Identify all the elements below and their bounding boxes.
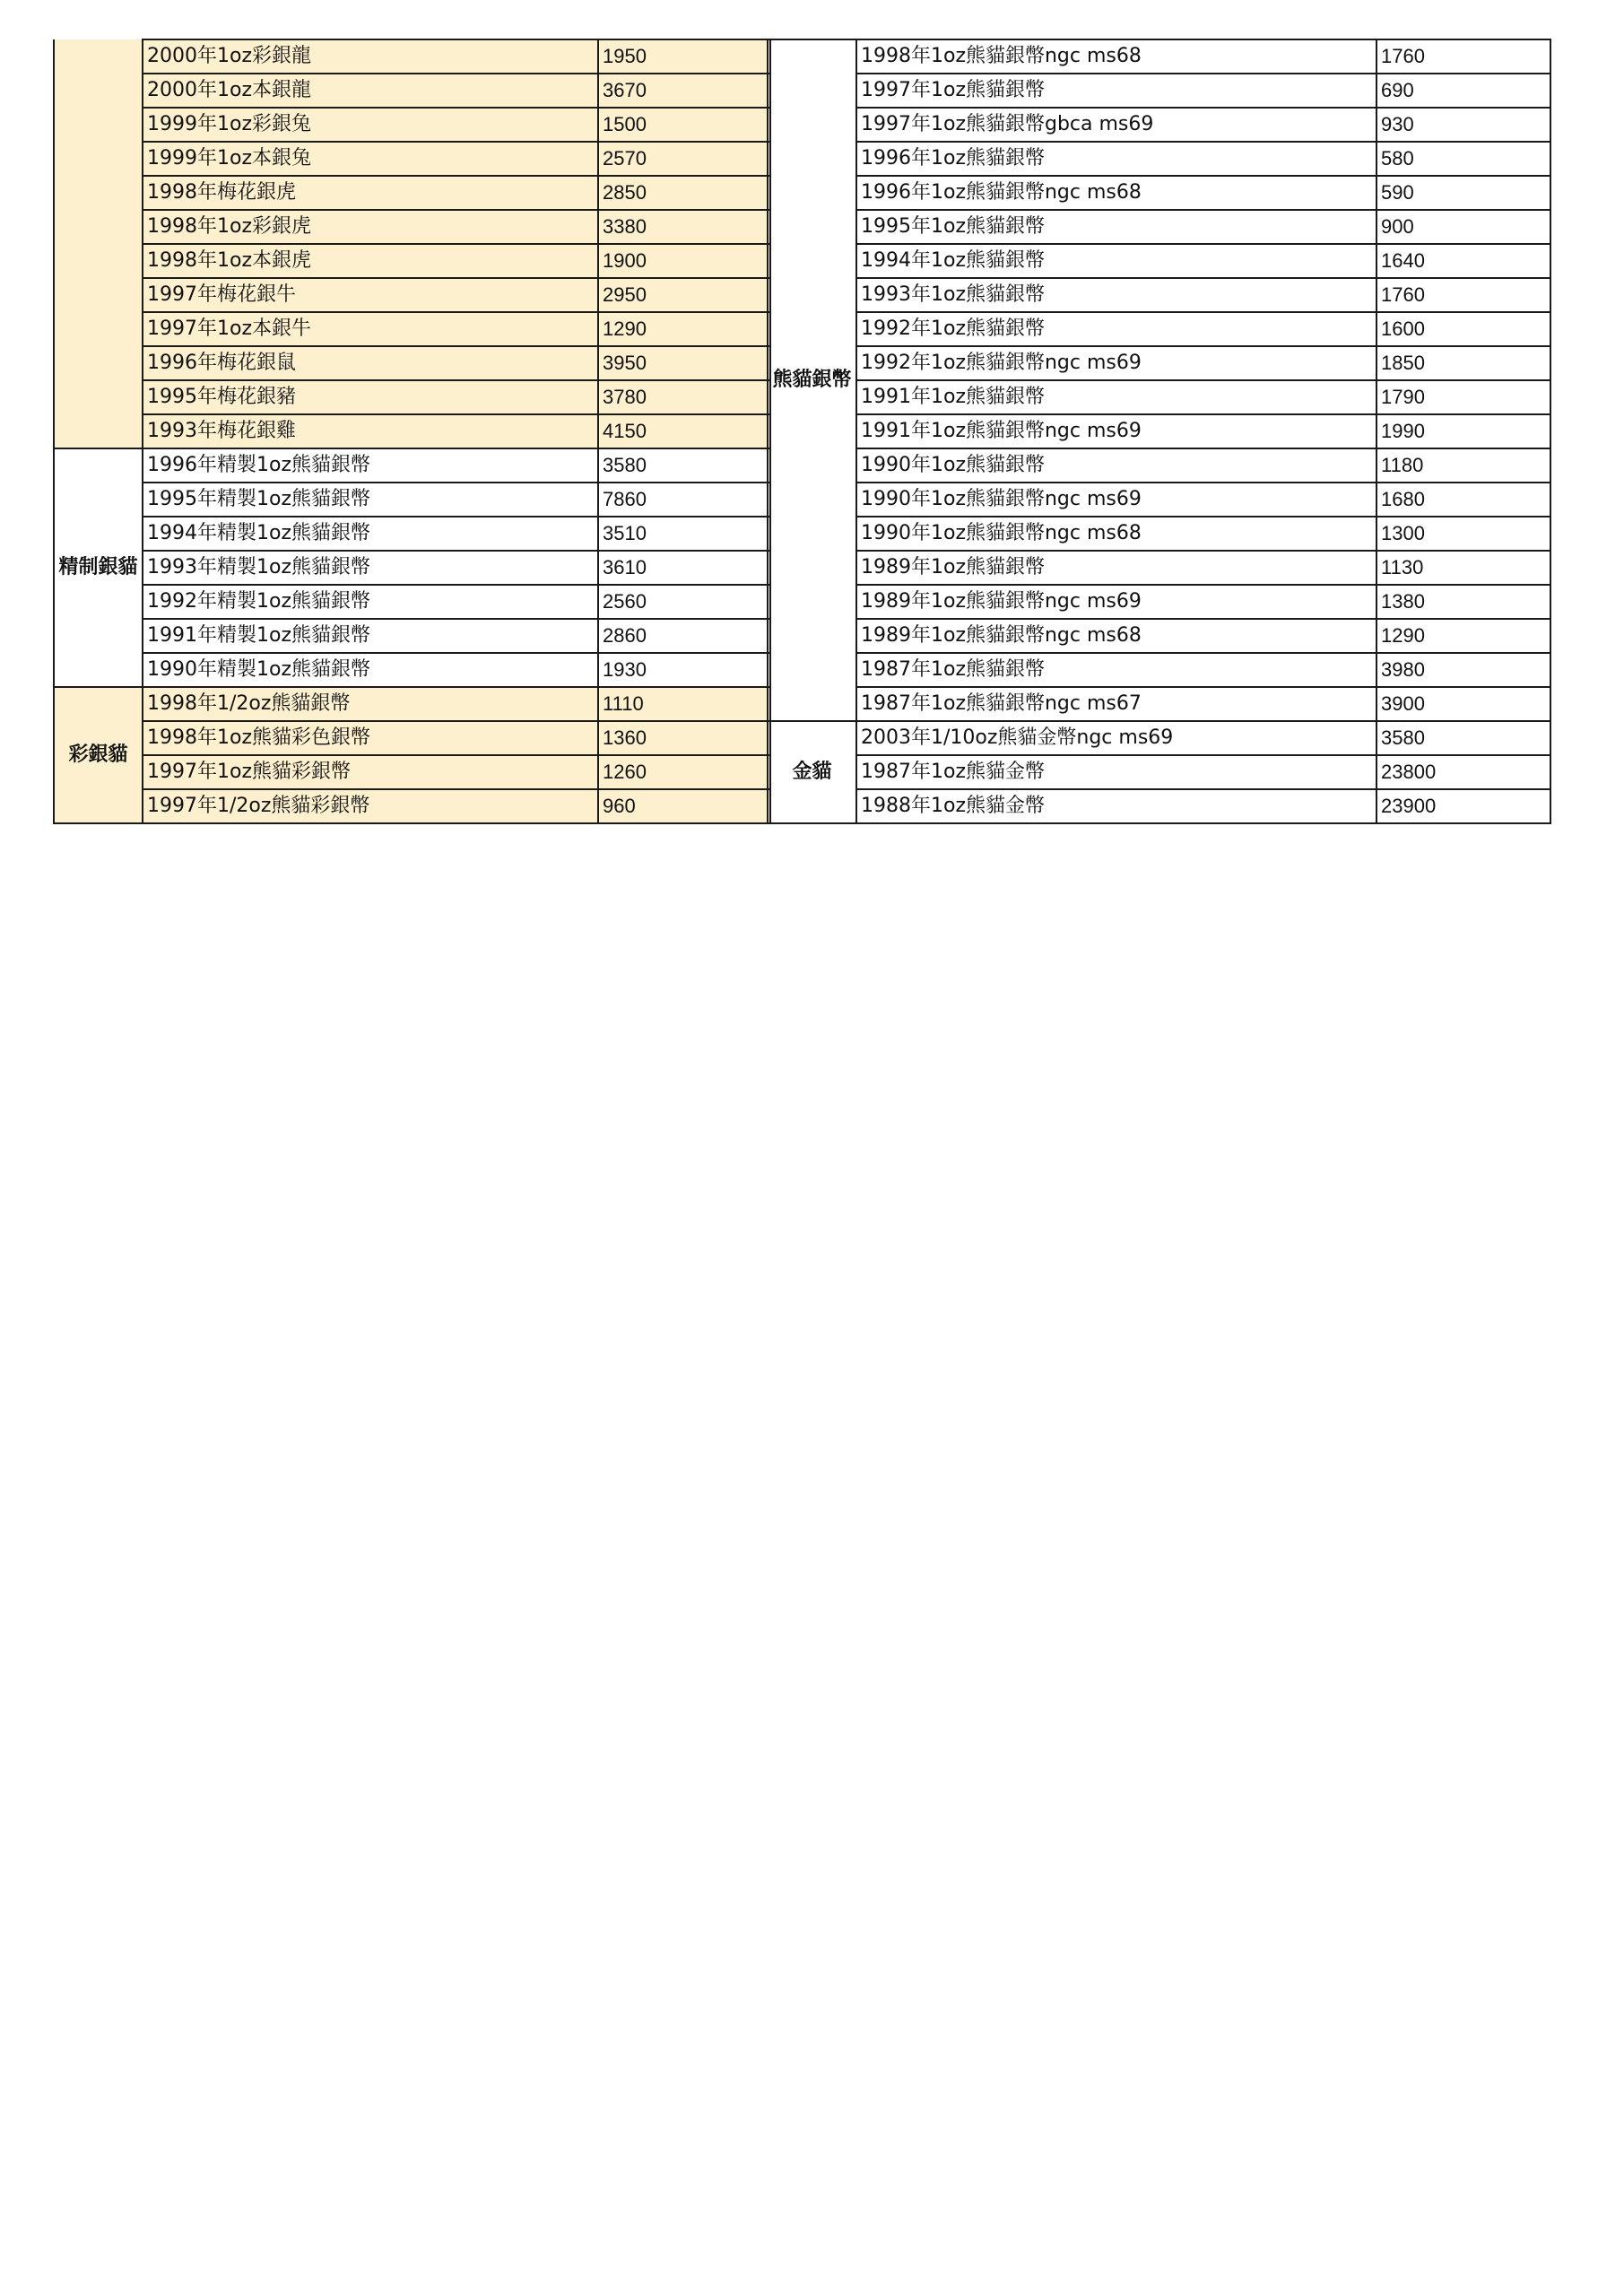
- table-row: [768, 380, 1550, 414]
- item-price-cell: 1680: [1376, 483, 1550, 517]
- table-row: [54, 551, 770, 585]
- item-price-cell: 1900: [598, 244, 770, 278]
- table-row: [54, 585, 770, 619]
- table-row: [54, 39, 770, 74]
- table-row: [768, 551, 1550, 585]
- table-row: [54, 278, 770, 312]
- item-price-cell: 900: [1376, 210, 1550, 244]
- item-name-cell: 1997年1oz熊貓銀幣: [856, 74, 1376, 108]
- table-row: [768, 142, 1550, 176]
- table-row: [54, 380, 770, 414]
- item-name-cell: 1989年1oz熊貓銀幣: [856, 551, 1376, 585]
- item-price-cell: 930: [1376, 108, 1550, 142]
- item-price-cell: 690: [1376, 74, 1550, 108]
- item-price-cell: 1290: [598, 312, 770, 346]
- table-row: [54, 312, 770, 346]
- item-price-cell: 1990: [1376, 414, 1550, 448]
- item-price-cell: 590: [1376, 176, 1550, 210]
- item-name-cell: 1998年1oz彩銀虎: [143, 210, 598, 244]
- item-name-cell: 1995年1oz熊貓銀幣: [856, 210, 1376, 244]
- item-price-cell: 3980: [1376, 653, 1550, 687]
- table-row: [54, 789, 770, 823]
- item-price-cell: 3580: [598, 448, 770, 483]
- category-cell: [54, 39, 143, 448]
- table-row: [768, 687, 1550, 721]
- table-row: [54, 755, 770, 789]
- item-price-cell: 4150: [598, 414, 770, 448]
- table-row: [54, 210, 770, 244]
- item-price-cell: 960: [598, 789, 770, 823]
- item-name-cell: 1990年1oz熊貓銀幣ngc ms68: [856, 517, 1376, 551]
- item-price-cell: 1380: [1376, 585, 1550, 619]
- table-row: [768, 755, 1550, 789]
- item-price-cell: 1760: [1376, 39, 1550, 74]
- item-name-cell: 1997年1oz本銀牛: [143, 312, 598, 346]
- item-name-cell: 1998年1oz本銀虎: [143, 244, 598, 278]
- table-row: [768, 108, 1550, 142]
- item-price-cell: 3900: [1376, 687, 1550, 721]
- item-price-cell: 7860: [598, 483, 770, 517]
- table-row: [768, 448, 1550, 483]
- item-price-cell: 1360: [598, 721, 770, 755]
- item-name-cell: 1998年梅花銀虎: [143, 176, 598, 210]
- item-price-cell: 2950: [598, 278, 770, 312]
- item-price-cell: 23800: [1376, 755, 1550, 789]
- item-name-cell: 2000年1oz本銀龍: [143, 74, 598, 108]
- item-price-cell: 2850: [598, 176, 770, 210]
- item-name-cell: 1996年1oz熊貓銀幣: [856, 142, 1376, 176]
- item-name-cell: 1996年1oz熊貓銀幣ngc ms68: [856, 176, 1376, 210]
- item-price-cell: 1950: [598, 39, 770, 74]
- table-row: [54, 483, 770, 517]
- item-name-cell: 1999年1oz本銀兔: [143, 142, 598, 176]
- table-row: [768, 39, 1550, 74]
- item-name-cell: 1991年1oz熊貓銀幣: [856, 380, 1376, 414]
- item-price-cell: 1850: [1376, 346, 1550, 380]
- item-name-cell: 1994年1oz熊貓銀幣: [856, 244, 1376, 278]
- item-price-cell: 1760: [1376, 278, 1550, 312]
- table-row: [54, 414, 770, 448]
- table-row: [54, 721, 770, 755]
- table-row: [54, 346, 770, 380]
- item-name-cell: 1993年1oz熊貓銀幣: [856, 278, 1376, 312]
- item-name-cell: 1988年1oz熊貓金幣: [856, 789, 1376, 823]
- item-name-cell: 1989年1oz熊貓銀幣ngc ms69: [856, 585, 1376, 619]
- item-name-cell: 1987年1oz熊貓銀幣: [856, 653, 1376, 687]
- item-price-cell: 2570: [598, 142, 770, 176]
- item-name-cell: 1989年1oz熊貓銀幣ngc ms68: [856, 619, 1376, 653]
- item-price-cell: 2560: [598, 585, 770, 619]
- table-row: [54, 176, 770, 210]
- category-cell: 熊貓銀幣: [768, 39, 856, 721]
- item-price-cell: 1290: [1376, 619, 1550, 653]
- item-name-cell: 1998年1/2oz熊貓銀幣: [143, 687, 598, 721]
- item-price-cell: 1930: [598, 653, 770, 687]
- item-name-cell: 1998年1oz熊貓銀幣ngc ms68: [856, 39, 1376, 74]
- item-name-cell: 1997年1oz熊貓銀幣gbca ms69: [856, 108, 1376, 142]
- item-price-cell: 2860: [598, 619, 770, 653]
- item-name-cell: 1990年精製1oz熊貓銀幣: [143, 653, 598, 687]
- item-name-cell: 1993年梅花銀雞: [143, 414, 598, 448]
- item-name-cell: 1999年1oz彩銀兔: [143, 108, 598, 142]
- table-row: [54, 74, 770, 108]
- item-name-cell: 1996年精製1oz熊貓銀幣: [143, 448, 598, 483]
- item-price-cell: 1300: [1376, 517, 1550, 551]
- item-price-cell: 3610: [598, 551, 770, 585]
- table-row: [54, 448, 770, 483]
- table-row: [768, 244, 1550, 278]
- item-price-cell: 3510: [598, 517, 770, 551]
- item-name-cell: 1995年精製1oz熊貓銀幣: [143, 483, 598, 517]
- table-row: [54, 687, 770, 721]
- table-row: [54, 619, 770, 653]
- table-row: [54, 517, 770, 551]
- table-row: [768, 312, 1550, 346]
- item-price-cell: 1500: [598, 108, 770, 142]
- item-price-cell: 1180: [1376, 448, 1550, 483]
- item-price-cell: 3780: [598, 380, 770, 414]
- item-price-cell: 3380: [598, 210, 770, 244]
- item-name-cell: 1992年1oz熊貓銀幣: [856, 312, 1376, 346]
- table-row: [54, 108, 770, 142]
- left-price-table: [53, 39, 771, 824]
- table-row: [768, 483, 1550, 517]
- item-price-cell: 3950: [598, 346, 770, 380]
- item-price-cell: 1110: [598, 687, 770, 721]
- table-row: [768, 619, 1550, 653]
- table-row: [768, 585, 1550, 619]
- item-name-cell: 2000年1oz彩銀龍: [143, 39, 598, 74]
- category-cell: 精制銀貓: [54, 448, 143, 687]
- item-name-cell: 1997年1oz熊貓彩銀幣: [143, 755, 598, 789]
- item-name-cell: 1997年梅花銀牛: [143, 278, 598, 312]
- item-name-cell: 1992年1oz熊貓銀幣ngc ms69: [856, 346, 1376, 380]
- item-name-cell: 1987年1oz熊貓金幣: [856, 755, 1376, 789]
- table-row: [768, 414, 1550, 448]
- item-price-cell: 23900: [1376, 789, 1550, 823]
- item-name-cell: 1991年1oz熊貓銀幣ngc ms69: [856, 414, 1376, 448]
- category-cell: 金貓: [768, 721, 856, 823]
- table-row: [54, 142, 770, 176]
- right-price-table: [767, 39, 1551, 824]
- table-row: [768, 278, 1550, 312]
- item-name-cell: 1995年梅花銀豬: [143, 380, 598, 414]
- item-name-cell: 1994年精製1oz熊貓銀幣: [143, 517, 598, 551]
- item-name-cell: 1991年精製1oz熊貓銀幣: [143, 619, 598, 653]
- table-row: [768, 653, 1550, 687]
- item-price-cell: 1130: [1376, 551, 1550, 585]
- item-price-cell: 3670: [598, 74, 770, 108]
- table-row: [768, 517, 1550, 551]
- category-cell: 彩銀貓: [54, 687, 143, 823]
- item-name-cell: 1992年精製1oz熊貓銀幣: [143, 585, 598, 619]
- item-price-cell: 1260: [598, 755, 770, 789]
- item-name-cell: 1997年1/2oz熊貓彩銀幣: [143, 789, 598, 823]
- item-name-cell: 1998年1oz熊貓彩色銀幣: [143, 721, 598, 755]
- item-name-cell: 1990年1oz熊貓銀幣: [856, 448, 1376, 483]
- table-row: [768, 210, 1550, 244]
- item-price-cell: 580: [1376, 142, 1550, 176]
- item-price-cell: 1640: [1376, 244, 1550, 278]
- item-name-cell: 2003年1/10oz熊貓金幣ngc ms69: [856, 721, 1376, 755]
- item-price-cell: 1790: [1376, 380, 1550, 414]
- table-row: [768, 346, 1550, 380]
- item-price-cell: 3580: [1376, 721, 1550, 755]
- table-row: [768, 789, 1550, 823]
- item-name-cell: 1990年1oz熊貓銀幣ngc ms69: [856, 483, 1376, 517]
- table-row: [54, 244, 770, 278]
- table-row: [768, 721, 1550, 755]
- item-name-cell: 1987年1oz熊貓銀幣ngc ms67: [856, 687, 1376, 721]
- table-row: [54, 653, 770, 687]
- table-row: [768, 74, 1550, 108]
- table-row: [768, 176, 1550, 210]
- item-name-cell: 1993年精製1oz熊貓銀幣: [143, 551, 598, 585]
- item-name-cell: 1996年梅花銀鼠: [143, 346, 598, 380]
- item-price-cell: 1600: [1376, 312, 1550, 346]
